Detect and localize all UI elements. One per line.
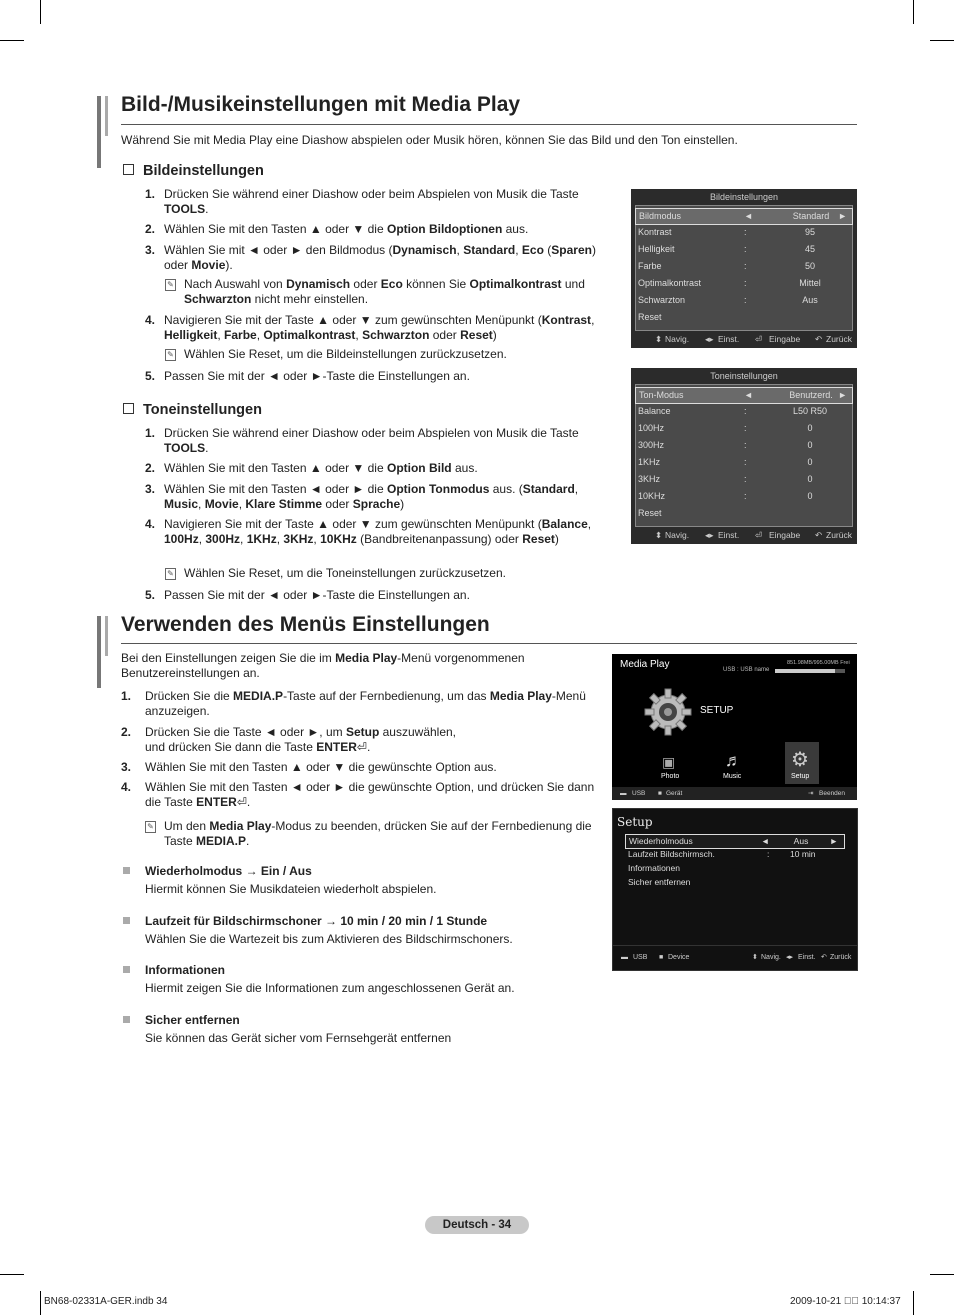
option-heading: Informationen xyxy=(145,963,225,977)
arrow-right-icon[interactable]: ► xyxy=(838,211,847,221)
setup-screen xyxy=(612,808,858,971)
osd-row-value: L50 R50 xyxy=(792,406,828,416)
arrow-left-icon[interactable]: ◄ xyxy=(761,836,770,846)
photo-icon[interactable]: ▣ xyxy=(662,754,676,770)
osd-row-value: 0 xyxy=(807,440,813,450)
setup-footer: ▬ USB ■ Device ⬍ Navig. ◂▸ Einst. ↶ Zurück xyxy=(613,945,857,970)
music-label: Music xyxy=(723,773,742,780)
osd-row-label: Reset xyxy=(638,508,662,518)
osd-row[interactable] xyxy=(635,438,853,453)
setup-row-value: 10 min xyxy=(790,849,816,859)
arrow-left-icon[interactable]: ◄ xyxy=(744,390,753,400)
osd-row-label: Schwarzton xyxy=(638,295,686,305)
osd-row-label: Ton-Modus xyxy=(639,390,684,400)
osd-row-label: Bildmodus xyxy=(639,211,682,221)
usb-icon: ▬ xyxy=(620,790,627,797)
navig-icon: ⬍ xyxy=(752,954,758,961)
osd-row[interactable] xyxy=(635,489,853,504)
arrow-left-icon[interactable]: ◄ xyxy=(744,211,753,221)
bullet-icon xyxy=(123,1016,130,1023)
usb-name: USB : USB name xyxy=(723,667,770,673)
bullet-icon xyxy=(123,917,130,924)
step-text: Passen Sie mit der ◄ oder ►-Taste die Einstellungen an. xyxy=(164,588,470,602)
osd-row-colon: : xyxy=(744,440,747,450)
option-description: Hiermit können Sie Musikdateien wiederholt abspielen. xyxy=(145,882,437,896)
step-number: 5. xyxy=(145,588,156,602)
osd-row-label: Farbe xyxy=(638,261,662,271)
setup-row[interactable] xyxy=(625,862,843,875)
osd-row-label: 3KHz xyxy=(638,474,661,484)
setup-row[interactable] xyxy=(625,848,843,861)
device-icon: ■ xyxy=(659,954,664,961)
step-text: Drücken Sie die Taste ◄ oder ►, um Setup auszuwählen, und drücken Sie dann die Taste ENTER⏎. xyxy=(145,725,457,754)
setup-row-label: Wiederholmodus xyxy=(629,836,693,846)
enter-icon: ⏎ xyxy=(755,334,763,344)
section-marker xyxy=(97,96,101,168)
step-text: Wählen Sie mit den Tasten ◄ oder ► die Option Tonmodus aus. (Standard, Music, Movie, Klare Stimme oder Sprache) xyxy=(164,482,579,511)
option-description: Hiermit zeigen Sie die Informationen zum angeschlossenen Gerät an. xyxy=(145,981,515,995)
note-icon: ✎ xyxy=(165,568,176,580)
osd-row-value: Aus xyxy=(802,295,818,305)
storage-info: 851.98MB/995.00MB Frei xyxy=(787,660,850,666)
arrow-right-icon[interactable]: ► xyxy=(838,390,847,400)
arrow-right-icon[interactable]: ► xyxy=(829,836,838,846)
osd-bildeinstellungen xyxy=(631,189,857,348)
navig-icon: ⬍ xyxy=(655,334,663,344)
section-marker xyxy=(105,616,108,656)
step-text: Navigieren Sie mit der Taste ▲ oder ▼ zum gewünschten Menüpunkt (Balance, 100Hz, 300Hz, 1KHz, 3KHz, 10KHz (Bandbreitenanpassung) oder Reset) xyxy=(164,517,592,546)
osd-row[interactable] xyxy=(635,242,853,257)
checkbox-icon xyxy=(123,403,134,414)
osd-toneinstellungen xyxy=(631,368,857,544)
setup-label: SETUP xyxy=(700,705,734,716)
adjust-icon: ◂▸ xyxy=(705,530,714,540)
osd-row-label: Balance xyxy=(638,406,671,416)
step-number: 2. xyxy=(145,461,156,475)
osd-row-value: Standard xyxy=(792,211,830,221)
section-intro: Bei den Einstellungen zeigen Sie die im Media Play-Menü vorgenommenen Benutzereinstellungen an. xyxy=(121,651,525,680)
step-number: 1. xyxy=(145,187,156,201)
osd-row[interactable] xyxy=(635,259,853,274)
osd-row-colon: : xyxy=(744,457,747,467)
step-text: Navigieren Sie mit der Taste ▲ oder ▼ zum gewünschten Menüpunkt (Kontrast, Helligkeit, Farbe, Optimalkontrast, Schwarzton oder Reset) xyxy=(164,313,595,342)
step-text: Wählen Sie mit den Tasten ▲ oder ▼ die Option Bildoptionen aus. xyxy=(164,222,529,236)
step-number: 2. xyxy=(121,725,132,739)
setup-row-label: Sicher entfernen xyxy=(628,877,691,887)
step-text: Drücken Sie die MEDIA.P-Taste auf der Fernbedienung, um das Media Play-Menü anzuzeigen. xyxy=(145,689,586,718)
osd-title: Toneinstellungen xyxy=(710,371,778,381)
setup-row-colon: : xyxy=(767,849,770,859)
osd-row[interactable] xyxy=(635,506,853,521)
adjust-icon: ◂▸ xyxy=(786,954,794,961)
step-number: 5. xyxy=(145,369,156,383)
section-title-einstellungen: Verwenden des Menüs Einstellungen xyxy=(121,613,490,636)
setup-row-value: Aus xyxy=(793,836,809,846)
setup-icon[interactable]: ⚙ xyxy=(791,749,809,771)
section-marker xyxy=(105,96,108,136)
setup-row[interactable] xyxy=(625,834,845,849)
setup-title: Setup xyxy=(617,815,653,829)
option-description: Wählen Sie die Wartezeit bis zum Aktivieren des Bildschirmschoners. xyxy=(145,932,513,946)
note-text: Wählen Sie Reset, um die Bildeinstellungen zurückzusetzen. xyxy=(184,347,507,361)
page-number: Deutsch - 34 xyxy=(425,1216,529,1234)
osd-row-value: 0 xyxy=(807,474,813,484)
osd-row-colon: : xyxy=(744,227,747,237)
osd-row-label: 100Hz xyxy=(638,423,665,433)
osd-row[interactable] xyxy=(635,455,853,470)
osd-row-label: 300Hz xyxy=(638,440,665,450)
note-text: Um den Media Play-Modus zu beenden, drücken Sie auf der Fernbedienung die Taste MEDIA.P. xyxy=(164,819,592,848)
return-icon: ↶ xyxy=(821,954,827,961)
note-icon: ✎ xyxy=(165,349,176,361)
step-text: Wählen Sie mit den Tasten ▲ oder ▼ die gewünschte Option aus. xyxy=(145,760,497,774)
subheading-ton: Toneinstellungen xyxy=(123,402,262,418)
step-number: 1. xyxy=(121,689,132,703)
step-number: 1. xyxy=(145,426,156,440)
setup-row[interactable] xyxy=(625,876,843,889)
osd-row-value: Benutzerd. xyxy=(789,390,833,400)
adjust-icon: ◂▸ xyxy=(705,334,714,344)
subheading-bild: Bildeinstellungen xyxy=(123,163,264,179)
title-rule xyxy=(121,124,857,125)
osd-row-label: Kontrast xyxy=(638,227,672,237)
step-text: Wählen Sie mit den Tasten ◄ oder ► die gewünschte Option, und drücken Sie dann die Taste ENTER⏎. xyxy=(145,780,595,809)
osd-footer: ⬍ Navig. ◂▸ Einst. ⏎ Eingabe ↶ Zurück xyxy=(631,330,857,348)
exit-icon: ⇥ xyxy=(808,790,814,797)
osd-row-colon: : xyxy=(744,278,747,288)
step-text: Drücken Sie während einer Diashow oder beim Abspielen von Musik die Taste TOOLS. xyxy=(164,187,579,216)
osd-row-value: 0 xyxy=(807,423,813,433)
step-text: Wählen Sie mit den Tasten ▲ oder ▼ die Option Bild aus. xyxy=(164,461,478,475)
osd-row[interactable] xyxy=(635,225,853,240)
checkbox-icon xyxy=(123,164,134,175)
osd-row-colon: : xyxy=(744,244,747,254)
osd-row-colon: : xyxy=(744,295,747,305)
step-number: 4. xyxy=(145,313,156,327)
osd-row-colon: : xyxy=(744,474,747,484)
osd-row[interactable] xyxy=(635,387,853,404)
osd-row[interactable] xyxy=(635,421,853,436)
osd-row[interactable] xyxy=(635,276,853,291)
osd-row-value: 45 xyxy=(804,244,815,254)
storage-bar xyxy=(775,669,845,673)
step-number: 4. xyxy=(121,780,132,794)
note-icon: ✎ xyxy=(145,821,156,833)
osd-row-label: 1KHz xyxy=(638,457,661,467)
enter-icon: ⏎ xyxy=(755,530,763,540)
osd-row-label: 10KHz xyxy=(638,491,666,501)
osd-footer: ⬍ Navig. ◂▸ Einst. ⏎ Eingabe ↶ Zurück xyxy=(631,526,857,544)
osd-row-label: Helligkeit xyxy=(638,244,675,254)
section-intro: Während Sie mit Media Play eine Diashow abspielen oder Musik hören, können Sie das Bild und den Ton einstellen. xyxy=(121,133,738,147)
bullet-icon xyxy=(123,867,130,874)
title-rule xyxy=(121,643,857,644)
osd-row-label: Reset xyxy=(638,312,662,322)
section-marker xyxy=(97,616,101,688)
osd-row[interactable] xyxy=(635,404,853,419)
step-number: 2. xyxy=(145,222,156,236)
device-icon: ■ xyxy=(658,790,662,797)
step-text: Passen Sie mit der ◄ oder ►-Taste die Einstellungen an. xyxy=(164,369,470,383)
note-text: Nach Auswahl von Dynamisch oder Eco können Sie Optimalkontrast und Schwarzton nicht mehr einstellen. xyxy=(184,277,585,306)
osd-row[interactable] xyxy=(635,293,853,308)
step-text: Drücken Sie während einer Diashow oder beim Abspielen von Musik die Taste TOOLS. xyxy=(164,426,579,455)
option-description: Sie können das Gerät sicher vom Fernsehgerät entfernen xyxy=(145,1031,452,1045)
setup-row-label: Laufzeit Bildschirmsch. xyxy=(628,849,715,859)
step-number: 3. xyxy=(145,243,156,257)
return-icon: ↶ xyxy=(815,334,823,344)
osd-row[interactable] xyxy=(635,310,853,325)
osd-row-colon: : xyxy=(744,423,747,433)
osd-row-value: 0 xyxy=(807,457,813,467)
option-heading: Sicher entfernen xyxy=(145,1013,240,1027)
photo-label: Photo xyxy=(661,773,680,780)
osd-row-value: 50 xyxy=(804,261,815,271)
osd-row-value: Mittel xyxy=(799,278,821,288)
return-icon: ↶ xyxy=(815,530,823,540)
osd-row-colon: : xyxy=(744,406,747,416)
bullet-icon xyxy=(123,966,130,973)
setup-gear-icon xyxy=(642,686,694,738)
note-text: Wählen Sie Reset, um die Toneinstellungen zurückzusetzen. xyxy=(184,566,506,580)
osd-row-colon: : xyxy=(744,261,747,271)
osd-row-value: 0 xyxy=(807,491,813,501)
usb-icon: ▬ xyxy=(621,954,628,961)
media-play-footer: ▬ USB ■ Gerät ⇥ Beenden xyxy=(612,787,857,800)
footer-file: BN68-02331A-GER.indb 34 xyxy=(44,1296,168,1307)
osd-row[interactable] xyxy=(635,472,853,487)
footer-date: 2009-10-21 ￿￿ 10:14:37 xyxy=(790,1296,901,1307)
setup-row-label: Informationen xyxy=(628,863,680,873)
osd-row[interactable] xyxy=(635,208,853,225)
step-number: 4. xyxy=(145,517,156,531)
step-text: Wählen Sie mit ◄ oder ► den Bildmodus (Dynamisch, Standard, Eco (Sparen) oder Movie). xyxy=(164,243,596,272)
option-heading: Laufzeit für Bildschirmschoner → 10 min / 20 min / 1 Stunde xyxy=(145,914,488,928)
osd-row-value: 95 xyxy=(804,227,815,237)
note-icon: ✎ xyxy=(165,279,176,291)
music-icon[interactable]: ♬ xyxy=(725,751,742,770)
osd-row-colon: : xyxy=(744,491,747,501)
media-play-screen xyxy=(612,654,857,800)
osd-title: Bildeinstellungen xyxy=(709,192,779,202)
section-title-bild-musik: Bild-/Musikeinstellungen mit Media Play xyxy=(121,93,521,116)
navig-icon: ⬍ xyxy=(655,530,663,540)
osd-row-label: Optimalkontrast xyxy=(638,278,702,288)
option-heading: Wiederholmodus → Ein / Aus xyxy=(145,864,312,878)
media-play-title: Media Play xyxy=(620,659,670,670)
step-number: 3. xyxy=(145,482,156,496)
setup-icon-label: Setup xyxy=(791,773,810,780)
step-number: 3. xyxy=(121,760,132,774)
